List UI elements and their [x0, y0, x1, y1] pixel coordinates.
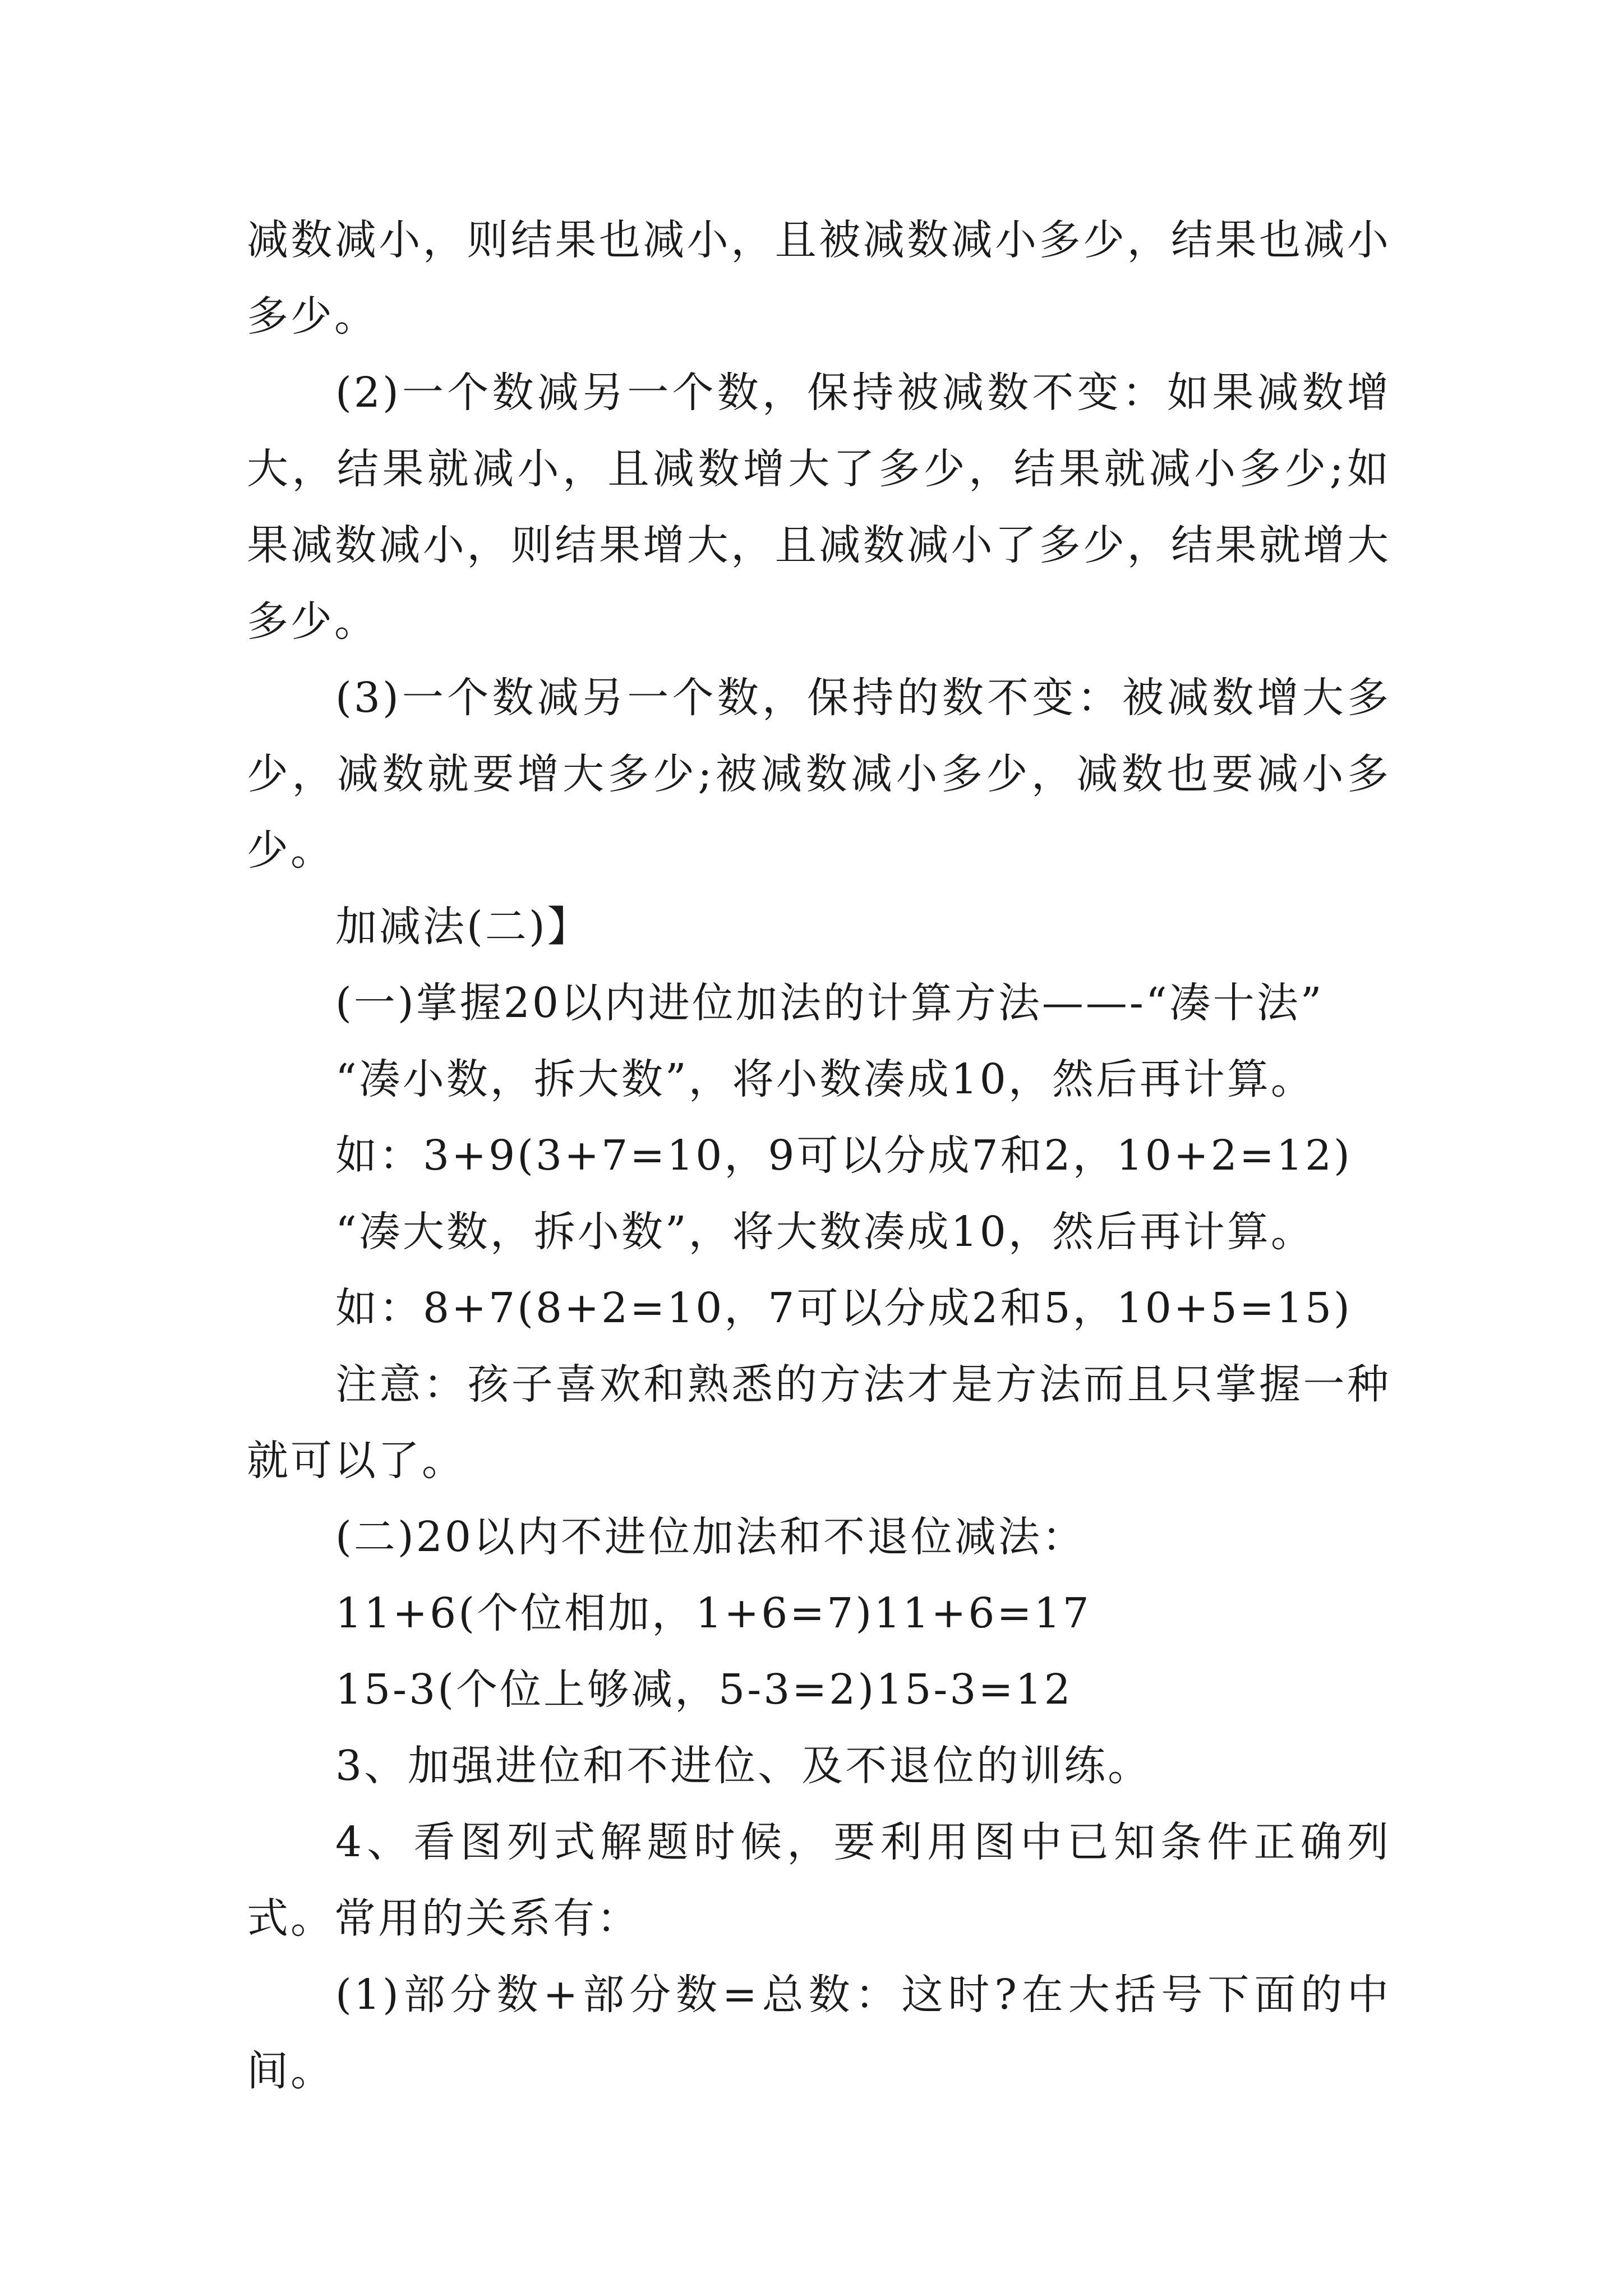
paragraph: 15-3(个位上够减，5-3=2)15-3=12 — [335, 1665, 1073, 1714]
paragraph: (1)部分数+部分数=总数：这时?在大括号下面的中间。 — [247, 1971, 1391, 2095]
section-heading: 加减法(二)】 — [335, 903, 591, 951]
paragraph: (二)20以内不进位加法和不退位减法： — [335, 1513, 1086, 1561]
paragraph: 如：3+9(3+7=10，9可以分成7和2，10+2=12) — [335, 1131, 1352, 1180]
paragraph: “凑小数，拆大数”，将小数凑成10，然后再计算。 — [335, 1055, 1315, 1103]
paragraph: 注意：孩子喜欢和熟悉的方法才是方法而且只掌握一种就可以了。 — [247, 1360, 1391, 1485]
paragraph: 11+6(个位相加，1+6=7)11+6=17 — [335, 1589, 1091, 1637]
document-body — [247, 202, 1391, 2109]
paragraph: “凑大数，拆小数”，将大数凑成10，然后再计算。 — [335, 1208, 1315, 1256]
paragraph: (2)一个数减另一个数，保持被减数不变：如果减数增大，结果就减小，且减数增大了多少，结果就减小多少;如果减数减小，则结果增大，且减数减小了多少，结果就增大多少。 — [247, 369, 1391, 646]
paragraph: 减数减小，则结果也减小，且被减数减小多少，结果也减小多少。 — [247, 216, 1391, 341]
paragraph: (一)掌握20以内进位加法的计算方法——-“凑十法” — [335, 979, 1324, 1027]
paragraph: 3、加强进位和不进位、及不退位的训练。 — [335, 1742, 1152, 1790]
paragraph: 如：8+7(8+2=10，7可以分成2和5，10+5=15) — [335, 1284, 1352, 1332]
paragraph: 4、看图列式解题时候，要利用图中已知条件正确列式。常用的关系有： — [247, 1818, 1391, 1943]
paragraph: (3)一个数减另一个数，保持的数不变：被减数增大多少，减数就要增大多少;被减数减小多少，减数也要减小多少。 — [247, 674, 1391, 875]
